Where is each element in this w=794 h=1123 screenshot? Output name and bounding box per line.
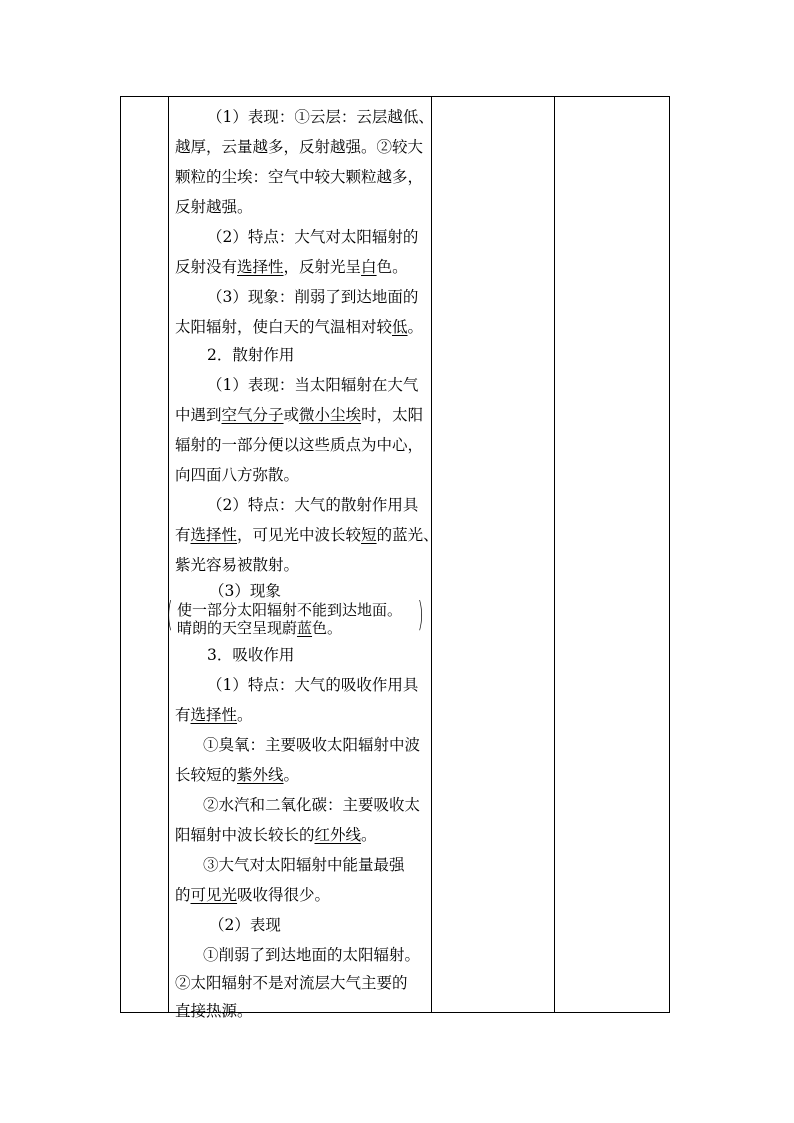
column-divider — [168, 97, 169, 1012]
text-span: 吸收得很少。 — [237, 886, 331, 904]
text-line: ③大气对太阳辐射中能量最强 — [203, 856, 405, 874]
section-heading: 3．吸收作用 — [207, 646, 295, 664]
text-line — [175, 825, 377, 845]
text-span: 或 — [283, 406, 300, 424]
text-span: 的 — [175, 886, 191, 904]
text-span: 阳辐射中波长较长的 — [175, 826, 315, 844]
text-span: 。 — [361, 826, 377, 844]
text-line — [175, 885, 330, 905]
text-line: 直接热源。 — [175, 1002, 253, 1020]
text-span: 中遇到 — [175, 406, 222, 424]
underlined-term: 空气分子 — [221, 406, 284, 424]
text-line: （3）现象 — [209, 582, 281, 600]
underlined-term: 可见光 — [190, 886, 238, 904]
text-span: 的蓝光、 — [376, 526, 439, 544]
underlined-term: 蓝 — [297, 619, 313, 637]
text-line: （2）特点：大气的散射作用具 — [207, 496, 419, 514]
text-span: 。 — [407, 318, 424, 336]
text-span: 有 — [175, 526, 191, 544]
text-span: 有 — [175, 706, 191, 724]
text-line — [177, 618, 342, 638]
text-span: ，可见光中波长较 — [237, 526, 362, 544]
underlined-term: 红外线 — [314, 826, 362, 844]
text-line — [175, 765, 299, 785]
text-line: ②水汽和二氧化碳：主要吸收太 — [203, 796, 421, 814]
text-span: 时，太阳 — [361, 406, 424, 424]
underlined-term: 白 — [361, 258, 377, 276]
right-brace-icon: ) — [417, 595, 424, 635]
text-line — [175, 705, 253, 725]
underlined-term: 选择性 — [237, 258, 284, 276]
underlined-term: 紫外线 — [237, 766, 284, 784]
column-divider — [431, 97, 432, 1012]
text-line: ①臭氧：主要吸收太阳辐射中波 — [203, 736, 421, 754]
underlined-term: 短 — [361, 526, 377, 544]
text-span: 色。 — [376, 258, 408, 276]
text-line: （1）表现：当太阳辐射在大气 — [207, 376, 419, 394]
text-span: 太阳辐射，使白天的气温相对较 — [175, 318, 393, 336]
underlined-term: 微小尘埃 — [299, 406, 362, 424]
text-line — [175, 405, 423, 425]
text-line: （2）特点：大气对太阳辐射的 — [207, 228, 419, 246]
text-span: 反射没有 — [175, 258, 238, 276]
text-line: 反射越强。 — [175, 198, 253, 216]
text-line: （1）特点：大气的吸收作用具 — [207, 676, 419, 694]
lesson-table — [120, 96, 670, 1020]
text-span: ，反射光呈 — [283, 258, 362, 276]
text-line: （3）现象：削弱了到达地面的 — [207, 288, 419, 306]
text-line: 向四面八方弥散。 — [175, 466, 300, 484]
text-span: 。 — [283, 766, 300, 784]
text-line — [175, 525, 439, 545]
text-line: 辐射的一部分便以这些质点为中心， — [175, 436, 424, 454]
text-span: 色。 — [312, 619, 343, 637]
text-line: （2）表现 — [209, 916, 281, 934]
left-brace-icon: ( — [166, 595, 173, 635]
text-line — [175, 257, 408, 277]
text-line: ①削弱了到达地面的太阳辐射。 — [203, 946, 421, 964]
text-line: 越厚，云量越多，反射越强。②较大 — [175, 138, 424, 156]
text-line: 颗粒的尘埃：空气中较大颗粒越多， — [175, 168, 424, 186]
text-span: 晴朗的天空呈现蔚 — [177, 619, 298, 637]
underlined-term: 选择性 — [190, 706, 238, 724]
text-line: 紫光容易被散射。 — [175, 556, 300, 574]
section-heading: 2．散射作用 — [207, 346, 295, 364]
text-line: （1）表现：①云层：云层越低、 — [207, 108, 434, 126]
text-line: ②太阳辐射不是对流层大气主要的 — [175, 974, 408, 992]
text-line: 使一部分太阳辐射不能到达地面。 — [177, 601, 403, 619]
text-span: 。 — [237, 706, 253, 724]
underlined-term: 选择性 — [190, 526, 238, 544]
text-line — [175, 317, 423, 337]
underlined-term: 低 — [392, 318, 408, 336]
text-span: 长较短的 — [175, 766, 238, 784]
column-divider — [554, 97, 555, 1012]
